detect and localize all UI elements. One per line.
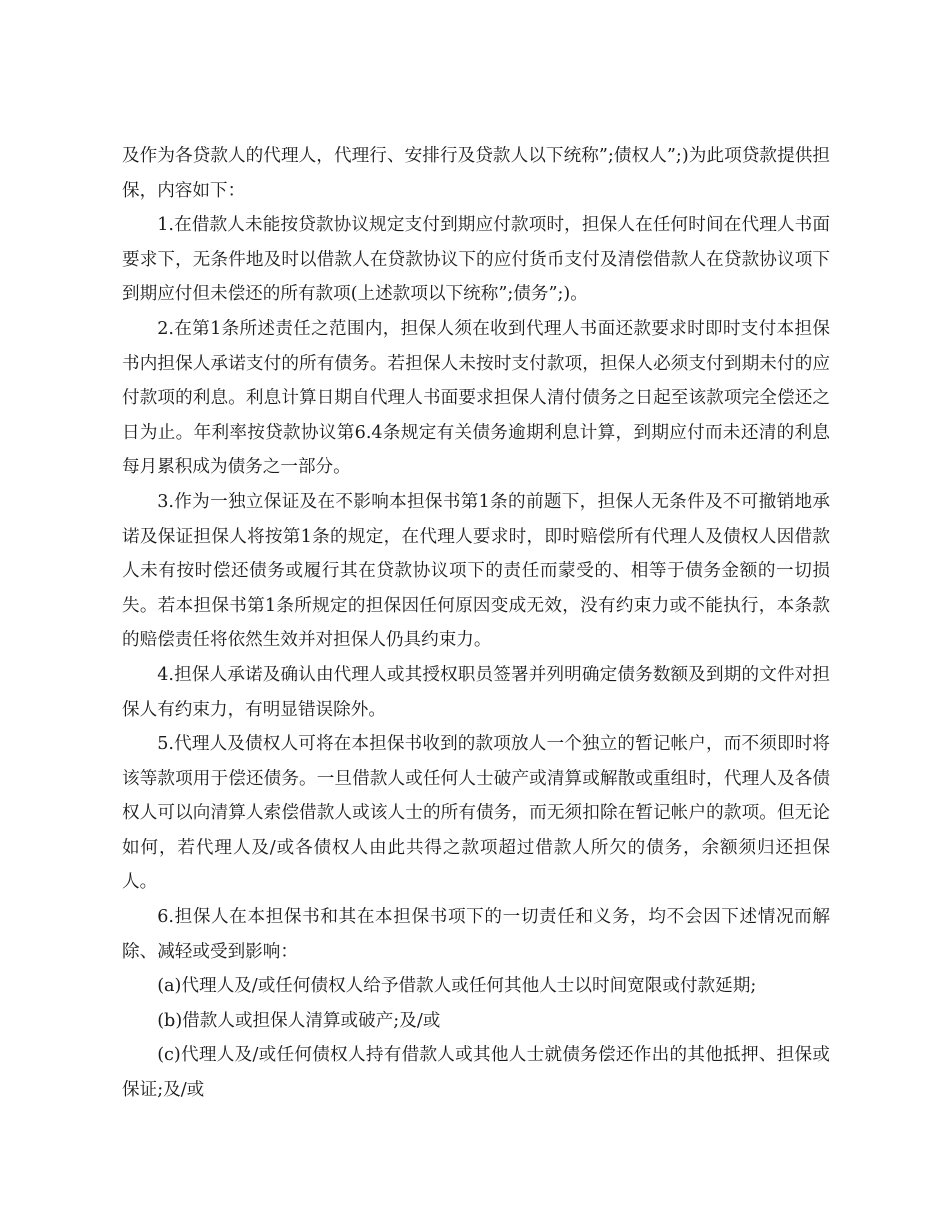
paragraph-clause-6b: (b)借款人或担保人清算或破产;及/或 bbox=[157, 1010, 441, 1031]
paragraph-clause-3: 3.作为一独立保证及在不影响本担保书第1条的前题下，担保人无条件及不可撤销地承诺及保证担保人将按第1条的规定，在代理人要求时，即时赔偿所有代理人及债权人因借款人未有按时偿还债务或履行其在贷款协议项下的责任而蒙受的、相等于债务金额的一切损失。若本担保书第1条所规定的担保因任何原因变成无效，没有约束力或不能执行，本条款的赔偿责任将依然生效并对担保人仍具约束力。 bbox=[122, 491, 830, 651]
paragraph-clause-4: 4.担保人承诺及确认由代理人或其授权职员签署并列明确定债务数额及到期的文件对担保人有约束力，有明显错误除外。 bbox=[122, 664, 830, 720]
paragraph-clause-2: 2.在第1条所述责任之范围内，担保人须在收到代理人书面还款要求时即时支付本担保书内担保人承诺支付的所有债务。若担保人未按时支付款项，担保人必须支付到期未付的应付款项的利息。利息计算日期自代理人书面要求担保人清付债务之日起至该款项完全偿还之日为止。年利率按贷款协议第6.4条规定有关债务逾期利息计算，到期应付而未还清的利息每月累积成为债务之一部分。 bbox=[122, 318, 830, 478]
paragraph-clause-6c: (c)代理人及/或任何债权人持有借款人或其他人士就债务偿还作出的其他抵押、担保或保证;及/或 bbox=[122, 1045, 830, 1101]
paragraph-intro: 及作为各贷款人的代理人，代理行、安排行及贷款人以下统称”;债权人”;)为此项贷款提供担保，内容如下： bbox=[122, 146, 830, 201]
document-body bbox=[122, 139, 830, 1108]
paragraph-clause-5: 5.代理人及债权人可将在本担保书收到的款项放人一个独立的暂记帐户，而不须即时将该等款项用于偿还债务。一旦借款人或任何人士破产或清算或解散或重组时，代理人及各债权人可以向清算人索偿借款人或该人士的所有债务，而无须扣除在暂记帐户的款项。但无论如何，若代理人及/或各债权人由此共得之款项超过借款人所欠的债务，余额须归还担保人。 bbox=[122, 734, 830, 893]
paragraph-clause-6: 6.担保人在本担保书和其在本担保书项下的一切责任和义务，均不会因下述情况而解除、减轻或受到影响： bbox=[122, 907, 830, 962]
paragraph-clause-6a: (a)代理人及/或任何债权人给予借款人或任何其他人士以时间宽限或付款延期; bbox=[157, 976, 757, 997]
paragraph-clause-1: 1.在借款人未能按贷款协议规定支付到期应付款项时，担保人在任何时间在代理人书面要求下，无条件地及时以借款人在贷款协议下的应付货币支付及清偿借款人在贷款协议项下到期应付但未偿还的所有款项(上述款项以下统称”;债务”;)。 bbox=[122, 215, 830, 305]
